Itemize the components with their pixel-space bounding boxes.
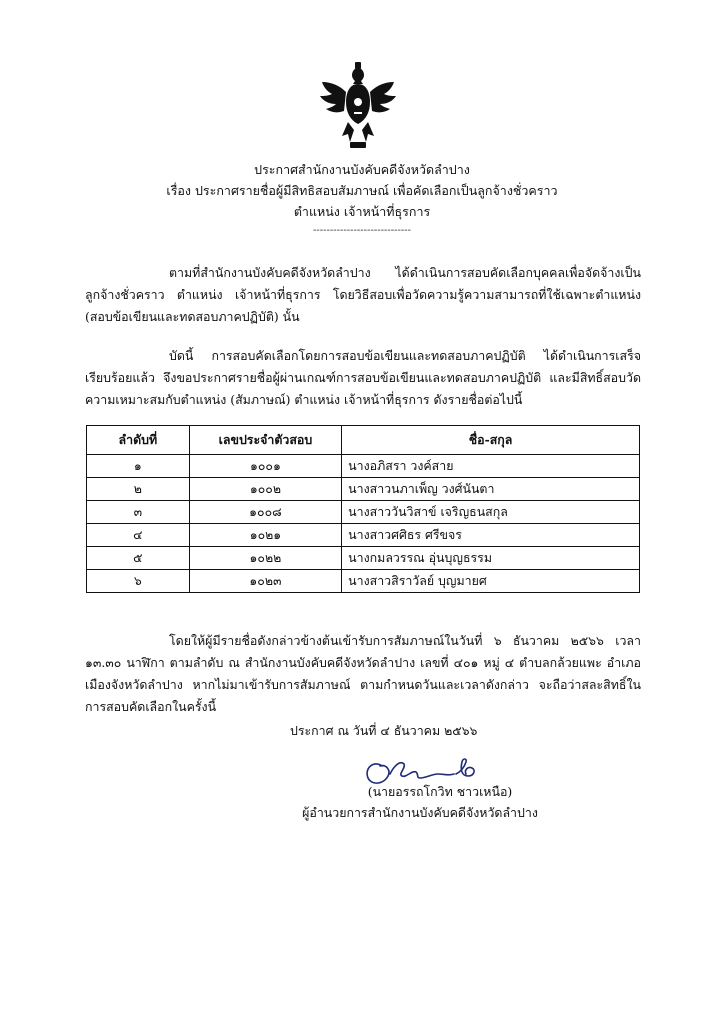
garuda-emblem-icon bbox=[316, 62, 400, 152]
cell-name: นางสาววันวิสาข์ เจริญธนสกุล bbox=[342, 501, 640, 524]
cell-name: นางอภิสรา วงค์สาย bbox=[342, 455, 640, 478]
cell-exam-id: ๑๐๒๓ bbox=[189, 570, 341, 593]
header-subject-line: เรื่อง ประกาศรายชื่อผู้มีสิทธิสอบสัมภาษณ์ เพื่อคัดเลือกเป็นลูกจ้างชั่วคราว bbox=[166, 183, 558, 198]
table-row bbox=[87, 570, 640, 593]
header-position-line: ตำแหน่ง เจ้าหน้าที่ธุรการ bbox=[293, 204, 431, 219]
paragraph-interview-instructions: โดยให้ผู้มีรายชื่อดังกล่าวข้างต้นเข้ารับการสัมภาษณ์ในวันที่ ๖ ธันวาคม ๒๕๖๖ เวลา ๑๓.๓๐ นาฬิกา ตามลำดับ ณ สำนักงานบังคับคดีจังหวัดลำปาง เลขที่ ๔๐๑ หมู่ ๔ ตำบลกล้วยแพะ อำเภอเมืองจังหวัดลำปาง หากไม่มาเข้ารับการสัมภาษณ์ ตามกำหนดวันและเวลาดังกล่าว จะถือว่าสละสิทธิ์ในการสอบคัดเลือกในครั้งนี้ bbox=[85, 633, 641, 714]
column-header-name: ชื่อ-สกุล bbox=[342, 426, 640, 455]
cell-order: ๔ bbox=[87, 524, 190, 547]
table-row bbox=[87, 501, 640, 524]
cell-exam-id: ๑๐๐๘ bbox=[189, 501, 341, 524]
candidate-table bbox=[86, 425, 640, 593]
signer-position: ผู้อำนวยการสำนักงานบังคับคดีจังหวัดลำปาง bbox=[302, 805, 538, 820]
table-row bbox=[87, 547, 640, 570]
cell-exam-id: ๑๐๒๒ bbox=[189, 547, 341, 570]
header-office-line: ประกาศสำนักงานบังคับคดีจังหวัดลำปาง bbox=[254, 162, 470, 177]
cell-order: ๒ bbox=[87, 478, 190, 501]
cell-exam-id: ๑๐๒๑ bbox=[189, 524, 341, 547]
table-row bbox=[87, 524, 640, 547]
cell-order: ๖ bbox=[87, 570, 190, 593]
cell-order: ๕ bbox=[87, 547, 190, 570]
cell-name: นางสาวสิราวัลย์ บุญมายศ bbox=[342, 570, 640, 593]
cell-order: ๑ bbox=[87, 455, 190, 478]
cell-name: นางสาวนภาเพ็ญ วงศ์นันตา bbox=[342, 478, 640, 501]
table-row bbox=[87, 455, 640, 478]
paragraph-announcement: บัดนี้ การสอบคัดเลือกโดยการสอบข้อเขียนและทดสอบภาคปฏิบัติ ได้ดำเนินการเสร็จเรียบร้อยแล้ว จึงขอประกาศรายชื่อผู้ผ่านเกณฑ์การสอบข้อเขียนและทดสอบภาคปฏิบัติ และมีสิทธิ์สอบวัดความเหมาะสมกับตำแหน่ง (สัมภาษณ์) ตำแหน่ง เจ้าหน้าที่ธุรการ ดังรายชื่อต่อไปนี้ bbox=[85, 348, 641, 407]
column-header-order: ลำดับที่ bbox=[87, 426, 190, 455]
signer-name: (นายอรรถโกวิท ชาวเหนือ) bbox=[367, 784, 513, 799]
paragraph-background: ตามที่สำนักงานบังคับคดีจังหวัดลำปาง ได้ดำเนินการสอบคัดเลือกบุคคลเพื่อจัดจ้างเป็นลูกจ้างชั่วคราว ตำแหน่ง เจ้าหน้าที่ธุรการ โดยวิธีสอบเพื่อวัดความรู้ความสามารถที่ใช้เฉพาะตำแหน่ง (สอบข้อเขียนและทดสอบภาคปฏิบัติ) นั้น bbox=[85, 265, 641, 324]
cell-name: นางกมลวรรณ อุ่นบุญธรรม bbox=[342, 547, 640, 570]
cell-name: นางสาวศศิธร ศรีขจร bbox=[342, 524, 640, 547]
cell-exam-id: ๑๐๐๑ bbox=[189, 455, 341, 478]
column-header-exam-id: เลขประจำตัวสอบ bbox=[189, 426, 341, 455]
table-row bbox=[87, 478, 640, 501]
table-header-row bbox=[87, 426, 640, 455]
announcement-date: ประกาศ ณ วันที่ ๔ ธันวาคม ๒๕๖๖ bbox=[290, 723, 478, 738]
cell-exam-id: ๑๐๐๒ bbox=[189, 478, 341, 501]
header-separator: ----------------------------- bbox=[313, 225, 411, 236]
cell-order: ๓ bbox=[87, 501, 190, 524]
